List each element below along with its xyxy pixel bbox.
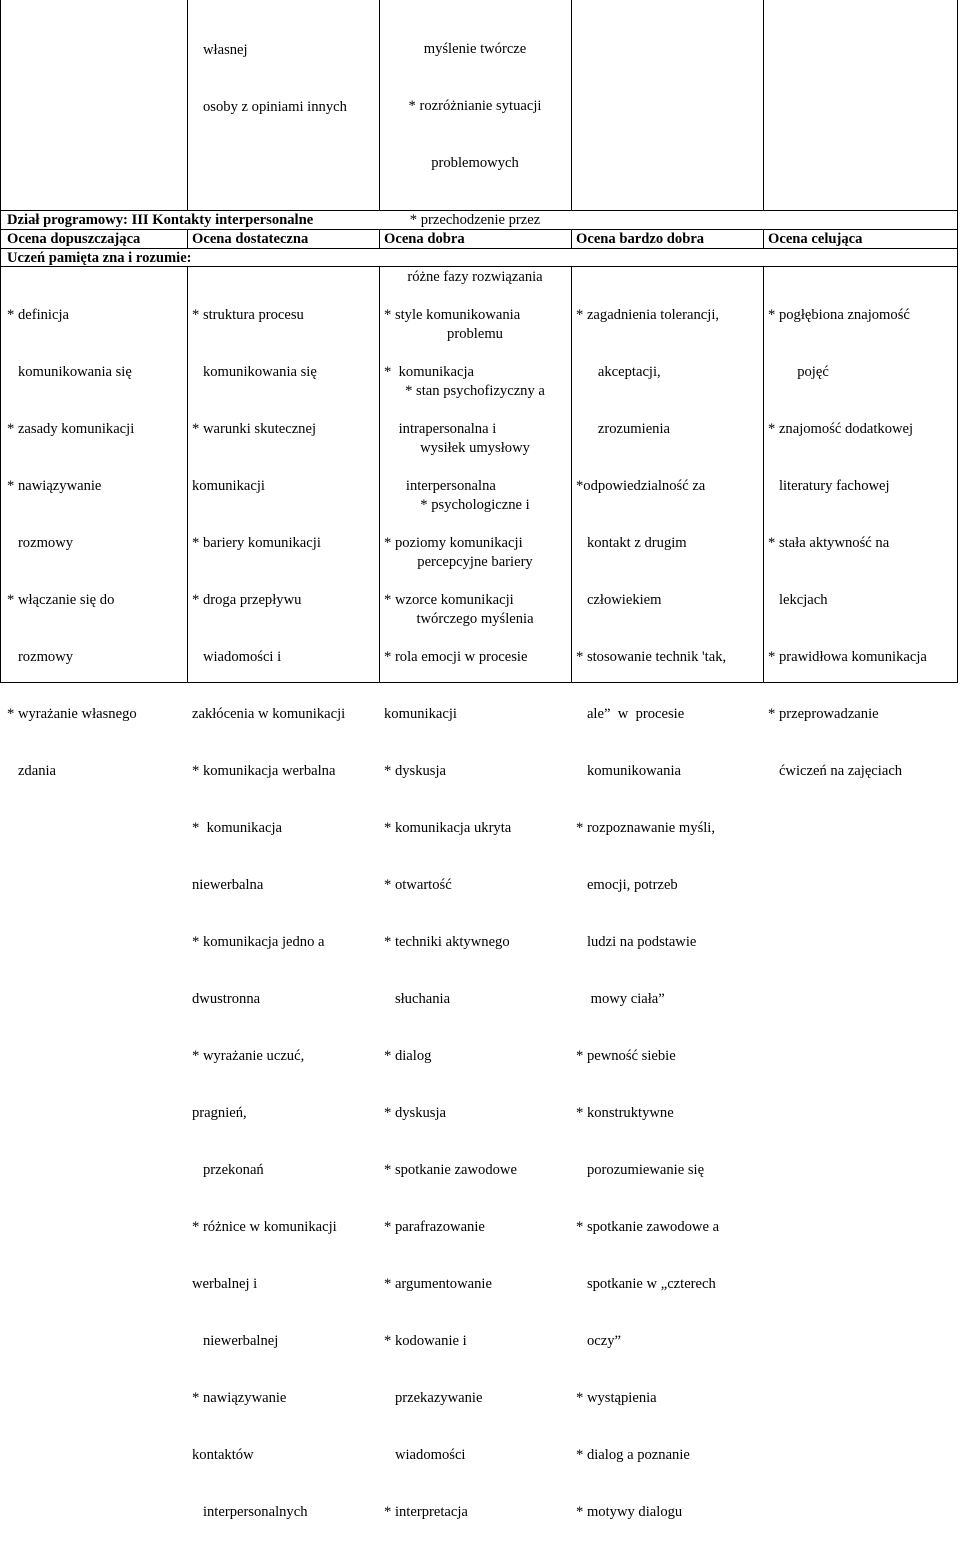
text-line: * motywy dialogu xyxy=(576,1504,683,1520)
text-line: * otwartość xyxy=(384,877,452,893)
text-line: zrozumienia xyxy=(576,421,671,437)
text-line: * prawidłowa komunikacja xyxy=(768,649,927,665)
text-line: przekazywanie xyxy=(384,1390,483,1406)
text-line: * dialog a poznanie xyxy=(576,1447,690,1463)
table-border xyxy=(957,0,958,683)
text-line: * stosowanie technik 'tak, xyxy=(576,649,727,665)
text-line: zdania xyxy=(7,763,57,779)
table-border xyxy=(571,229,572,248)
table-border xyxy=(187,0,188,211)
text-line: * nawiązywanie xyxy=(192,1390,287,1406)
text-line: * komunikacja xyxy=(192,820,282,836)
text-line: akceptacji, xyxy=(576,364,661,380)
text-line: ale” w procesie xyxy=(576,706,685,722)
text-line: twórczego myślenia xyxy=(416,611,534,627)
text-line: myślenie twórcze xyxy=(423,41,527,57)
column-dopuszczajaca xyxy=(7,268,137,800)
text-line: *odpowiedzialność za xyxy=(576,478,706,494)
text-line: * przeprowadzanie xyxy=(768,706,879,722)
text-line: różne fazy rozwiązania xyxy=(407,269,543,285)
text-line: pojęć xyxy=(768,364,829,380)
text-line: problemu xyxy=(447,326,503,342)
text-line: * bariery komunikacji xyxy=(192,535,321,551)
text-line: * rozróżnianie sytuacji xyxy=(408,98,542,114)
text-line: * znajomość dodatkowej xyxy=(768,421,914,437)
text-line: komunikowania się xyxy=(192,364,317,380)
text-line: przekonań xyxy=(192,1162,264,1178)
text-line: osoby z opiniami innych xyxy=(203,99,347,115)
table-border xyxy=(763,0,764,211)
text-line: niewerbalna xyxy=(192,877,264,893)
text-line: oczy” xyxy=(576,1333,621,1349)
text-line: * przechodzenie przez xyxy=(409,212,541,228)
text-line: pragnień, xyxy=(192,1105,247,1121)
text-line: kontakt z drugim xyxy=(576,535,687,551)
top-col2-cell xyxy=(203,3,347,136)
text-line: * techniki aktywnego xyxy=(384,934,510,950)
text-line: * rozpoznawanie myśli, xyxy=(576,820,716,836)
grade-header-5: Ocena celująca xyxy=(768,231,863,247)
text-line: wiadomości i xyxy=(192,649,282,665)
text-line: * droga przepływu xyxy=(192,592,302,608)
text-line: lekcjach xyxy=(768,592,828,608)
text-line: * warunki skutecznej xyxy=(192,421,317,437)
text-line: * definicja xyxy=(7,307,69,323)
text-line: literatury fachowej xyxy=(768,478,890,494)
text-line: * wyrażanie uczuć, xyxy=(192,1048,305,1064)
text-line: * pogłębiona znajomość xyxy=(768,307,910,323)
text-line: człowiekiem xyxy=(576,592,662,608)
text-line: komunikacji xyxy=(192,478,265,494)
text-line: emocji, potrzeb xyxy=(576,877,678,893)
grade-header-3: Ocena dobra xyxy=(384,231,465,247)
text-line: niewerbalnej xyxy=(192,1333,279,1349)
text-line: zakłócenia w komunikacji xyxy=(192,706,346,722)
text-line: * komunikacja jedno a xyxy=(192,934,325,950)
text-line: * spotkanie zawodowe a xyxy=(576,1219,720,1235)
text-line: kontaktów xyxy=(192,1447,254,1463)
table-border xyxy=(379,229,380,248)
text-line: * komunikacja werbalna xyxy=(192,763,336,779)
table-border xyxy=(187,266,188,683)
text-line: ludzi na podstawie xyxy=(576,934,697,950)
text-line: porozumiewanie się xyxy=(576,1162,705,1178)
column-dostateczna xyxy=(192,268,345,1541)
column-celujaca xyxy=(768,268,927,800)
text-line: komunikowania xyxy=(576,763,681,779)
column-dobra xyxy=(384,268,527,1541)
text-line: * konstruktywne xyxy=(576,1105,674,1121)
text-line: * komunikacja xyxy=(384,364,474,380)
text-line: ćwiczeń na zajęciach xyxy=(768,763,903,779)
column-bardzo-dobra xyxy=(576,268,726,1541)
text-line: * poziomy komunikacji xyxy=(384,535,523,551)
text-line: * komunikacja ukryta xyxy=(384,820,512,836)
grade-header-4: Ocena bardzo dobra xyxy=(576,231,705,247)
text-line: * rola emocji w procesie xyxy=(384,649,528,665)
text-line: * interpretacja xyxy=(384,1504,468,1520)
grade-header-2: Ocena dostateczna xyxy=(192,231,309,247)
text-line: mowy ciała” xyxy=(576,991,665,1007)
text-line: wiadomości xyxy=(384,1447,466,1463)
text-line: * włączanie się do xyxy=(7,592,115,608)
text-line: * zagadnienia tolerancji, xyxy=(576,307,720,323)
table-border xyxy=(379,0,380,211)
text-line: * dyskusja xyxy=(384,763,447,779)
text-line: * style komunikowania xyxy=(384,307,521,323)
text-line: słuchania xyxy=(384,991,451,1007)
text-line: * kodowanie i xyxy=(384,1333,467,1349)
text-line: intrapersonalna i xyxy=(384,421,497,437)
text-line: * zasady komunikacji xyxy=(7,421,135,437)
text-line: interpersonalnych xyxy=(192,1504,308,1520)
text-line: * wyrażanie własnego xyxy=(7,706,137,722)
text-line: * pewność siebie xyxy=(576,1048,676,1064)
text-line: * parafrazowanie xyxy=(384,1219,485,1235)
table-border xyxy=(379,266,380,683)
text-line: * nawiązywanie xyxy=(7,478,102,494)
table-border xyxy=(0,0,1,683)
text-line: werbalnej i xyxy=(192,1276,258,1292)
text-line: problemowych xyxy=(431,155,519,171)
text-line: * różnice w komunikacji xyxy=(192,1219,337,1235)
text-line: * argumentowanie xyxy=(384,1276,492,1292)
text-line: * dyskusja xyxy=(384,1105,447,1121)
text-line: komunikowania się xyxy=(7,364,132,380)
table-border xyxy=(571,266,572,683)
text-line: * stała aktywność na xyxy=(768,535,890,551)
text-line: rozmowy xyxy=(7,535,74,551)
text-line: * wzorce komunikacji xyxy=(384,592,514,608)
text-line: * stan psychofizyczny a xyxy=(405,383,545,399)
grade-header-1: Ocena dopuszczająca xyxy=(7,231,141,247)
text-line: interpersonalna xyxy=(384,478,496,494)
table-border xyxy=(571,0,572,211)
text-line: * dialog xyxy=(384,1048,432,1064)
section-title: Dział programowy: III Kontakty interpersonalne xyxy=(7,212,314,228)
text-line: * psychologiczne i xyxy=(420,497,530,513)
text-line: * wystąpienia xyxy=(576,1390,657,1406)
text-line: * struktura procesu xyxy=(192,307,304,323)
text-line: dwustronna xyxy=(192,991,261,1007)
table-border xyxy=(763,229,764,248)
table-border xyxy=(763,266,764,683)
text-line: percepcyjne bariery xyxy=(417,554,533,570)
text-line: wysiłek umysłowy xyxy=(420,440,530,456)
text-line: rozmowy xyxy=(7,649,74,665)
text-line: spotkanie w „czterech xyxy=(576,1276,716,1292)
text-line: komunikacji xyxy=(384,706,457,722)
student-line: Uczeń pamięta zna i rozumie: xyxy=(7,250,192,266)
table-border xyxy=(187,229,188,248)
text-line: * spotkanie zawodowe xyxy=(384,1162,517,1178)
text-line: własnej xyxy=(203,42,248,58)
